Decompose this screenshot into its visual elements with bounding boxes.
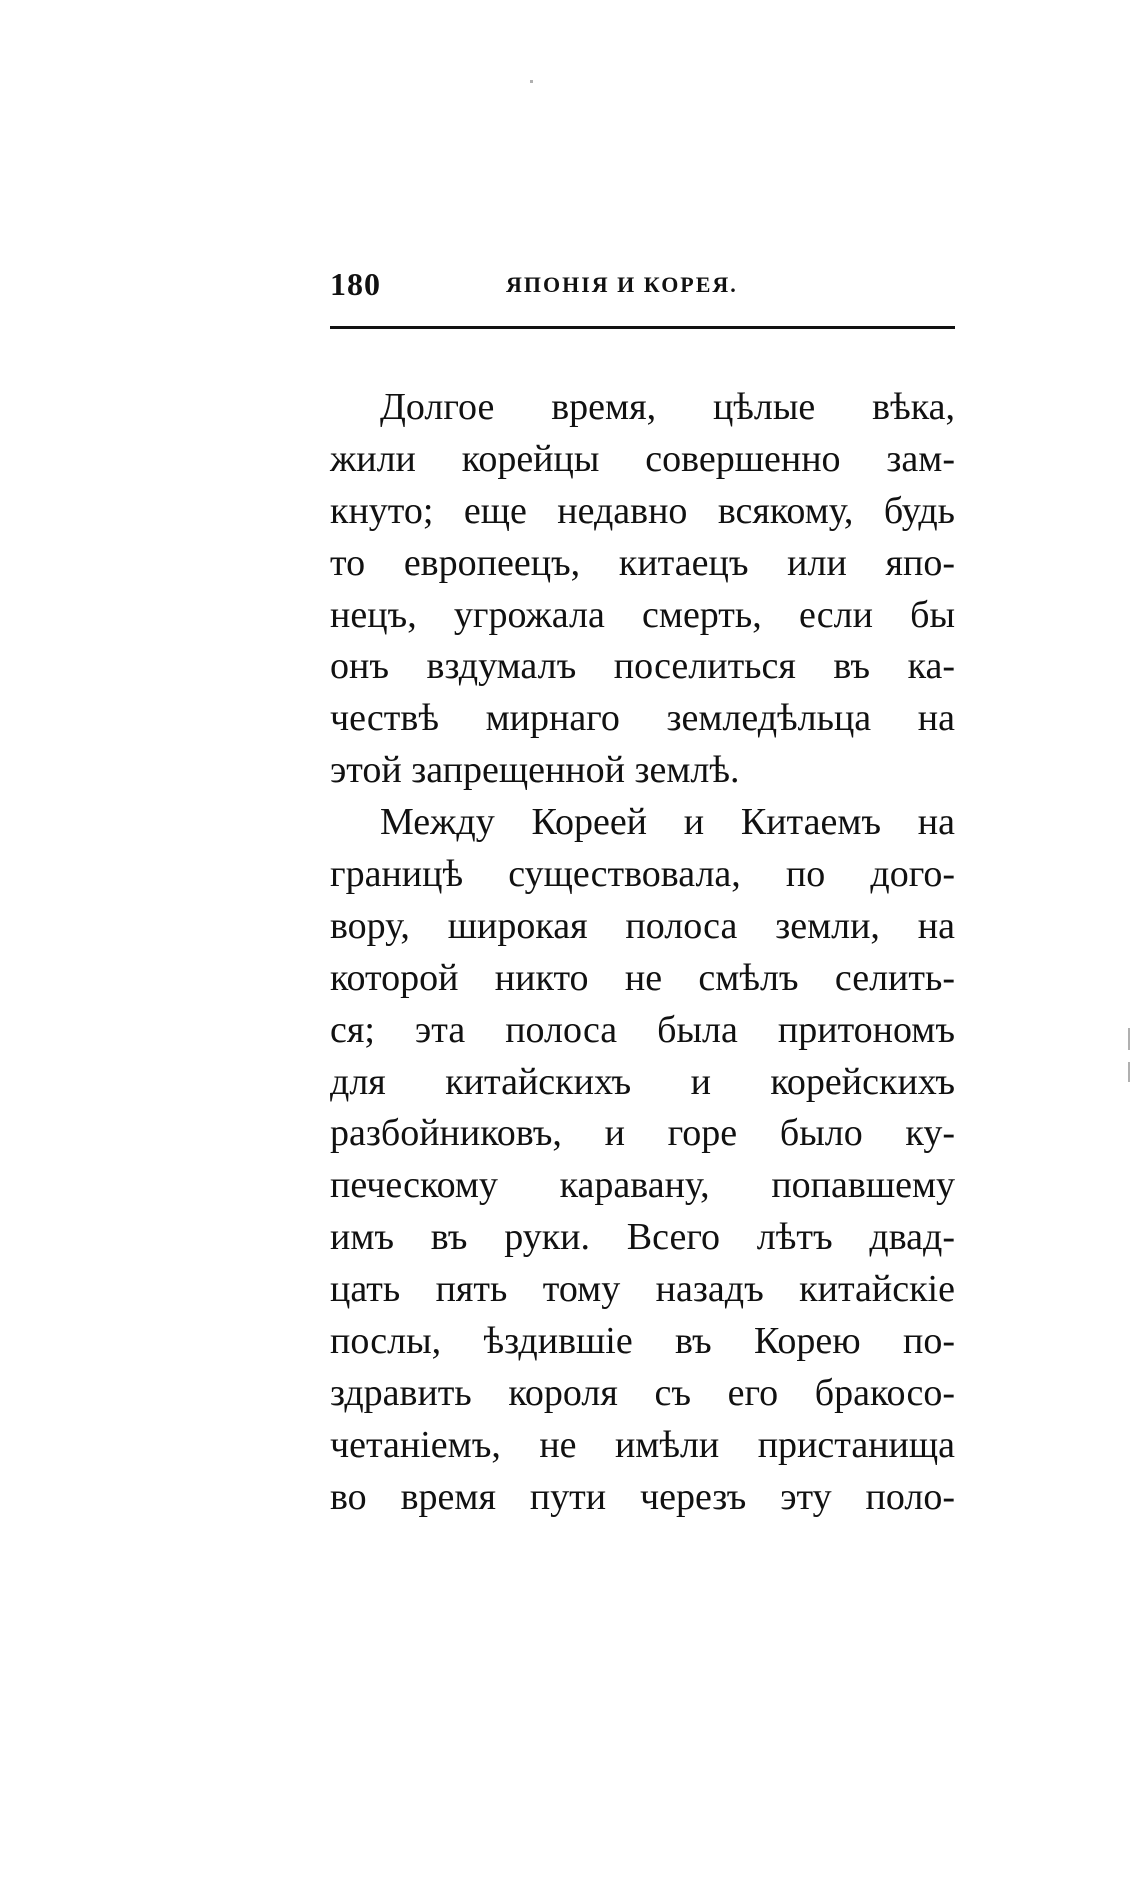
- page-number: 180: [330, 266, 381, 302]
- page-body: [330, 382, 955, 1524]
- header-rule: [330, 326, 955, 329]
- text-line: здравить короля съ его бракосо-: [330, 1371, 955, 1414]
- text-line: печескому каравану, попавшему: [330, 1164, 955, 1207]
- text-line: жили корейцы совершенно зам-: [330, 437, 955, 480]
- text-line: нецъ, угрожала смерть, если бы: [330, 593, 955, 636]
- running-title: ЯПОНІЯ И КОРЕЯ.: [506, 272, 738, 297]
- page-header: [330, 266, 955, 306]
- text-line: для китайскихъ и корейскихъ: [330, 1060, 955, 1103]
- text-line: границѣ существовала, по дого-: [330, 853, 955, 896]
- text-line: онъ вздумалъ поселиться въ ка-: [330, 645, 955, 688]
- text-line: цать пять тому назадъ китайскіе: [330, 1268, 955, 1311]
- text-line: разбойниковъ, и горе было ку-: [330, 1112, 955, 1155]
- text-line: кнуто; еще недавно всякому, будь: [330, 489, 955, 532]
- scan-speck: [1128, 1062, 1130, 1082]
- text-line: вору, широкая полоса земли, на: [330, 904, 955, 947]
- paragraph-2: [330, 797, 955, 1523]
- text-line: чествѣ мирнаго земледѣльца на: [330, 697, 955, 740]
- text-line: Между Кореей и Китаемъ на: [380, 801, 955, 844]
- text-line: четаніемъ, не имѣли пристанища: [330, 1423, 955, 1466]
- text-line: то европеецъ, китаецъ или япо-: [330, 541, 955, 584]
- text-line: имъ въ руки. Всего лѣтъ двад-: [330, 1216, 955, 1259]
- text-line: ся; эта полоса была притономъ: [330, 1008, 955, 1051]
- text-line: этой запрещенной землѣ.: [330, 749, 740, 792]
- text-line: Долгое время, цѣлые вѣка,: [380, 386, 955, 428]
- text-line: послы, ѣздившіе въ Корею по-: [330, 1320, 955, 1363]
- scan-speck: [530, 80, 533, 83]
- text-line: которой никто не смѣлъ селить-: [330, 956, 955, 999]
- scan-speck: [1128, 1028, 1130, 1050]
- paragraph-1: [330, 382, 955, 797]
- text-line: во время пути черезъ эту поло-: [330, 1475, 955, 1518]
